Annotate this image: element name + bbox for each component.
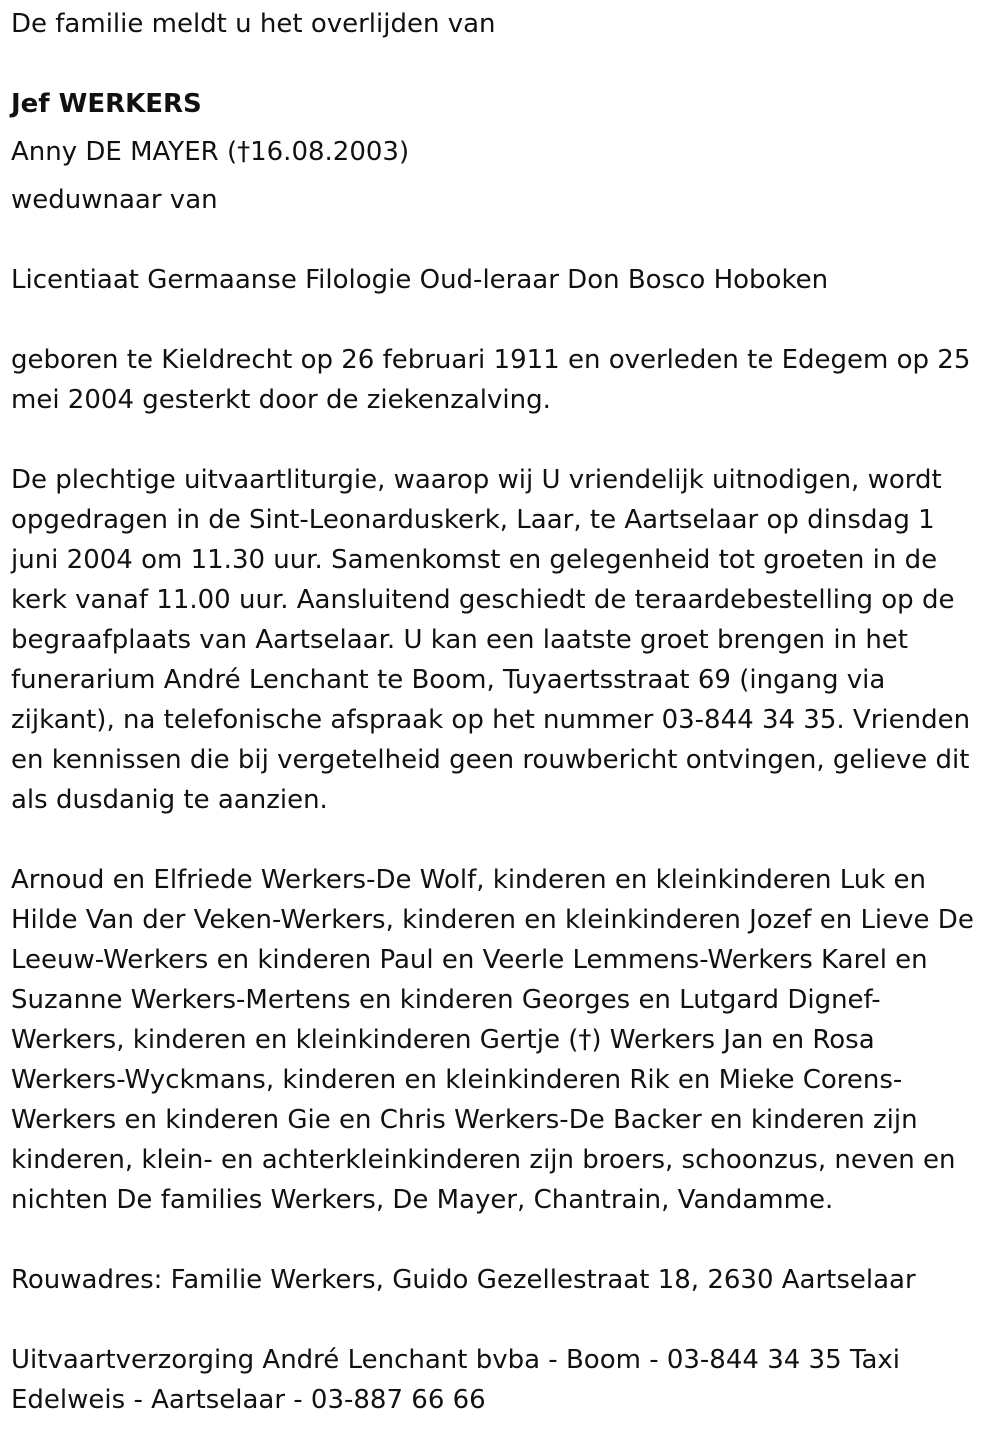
mourning-address: Rouwadres: Familie Werkers, Guido Gezellestraat 18, 2630 Aartselaar: [11, 1265, 916, 1295]
spouse-line: Anny DE MAYER (†16.08.2003): [11, 137, 410, 167]
family-paragraph: Arnoud en Elfriede Werkers-De Wolf, kinderen en kleinkinderen Luk en Hilde Van der Veken-Werkers, kinderen en kleinkinderen Jozef en Lieve De Leeuw-Werkers en kinderen Paul en Veerle Lemmens-Werkers Karel en Suzanne Werkers-Mertens en kinderen Georges en Lutgard Dignef-Werkers, kinderen en kleinkinderen Gertje (†) Werkers Jan en Rosa Werkers-Wyckmans, kinderen en kleinkinderen Rik en Mieke Corens-Werkers en kinderen Gie en Chris Werkers-De Backer en kinderen zijn kinderen, klein- en achterkleinkinderen zijn broers, schoonzus, neven en nichten De families Werkers, De Mayer, Chantrain, Vandamme.: [11, 865, 974, 1215]
funeral-paragraph: De plechtige uitvaartliturgie, waarop wij U vriendelijk uitnodigen, wordt opgedragen in de Sint-Leonarduskerk, Laar, te Aartselaar op dinsdag 1 juni 2004 om 11.30 uur. Samenkomst en gelegenheid tot groeten in de kerk vanaf 11.00 uur. Aansluitend geschiedt de teraardebestelling op de begraafplaats van Aartselaar. U kan een laatste groet brengen in het funerarium André Lenchant te Boom, Tuyaertsstraat 69 (ingang via zijkant), na telefonische afspraak op het nummer 03-844 34 35. Vrienden en kennissen die bij vergetelheid geen rouwbericht ontvingen, gelieve dit als dusdanig te aanzien.: [11, 465, 971, 815]
deceased-name: Jef WERKERS: [11, 89, 202, 119]
birth-death-paragraph: geboren te Kieldrecht op 26 februari 1911 en overleden te Edegem op 25 mei 2004 gesterkt door de ziekenzalving.: [11, 345, 971, 415]
profession-line: Licentiaat Germaanse Filologie Oud-leraar Don Bosco Hoboken: [11, 265, 829, 295]
widower-line: weduwnaar van: [11, 185, 218, 215]
death-notice: [11, 4, 988, 1420]
undertaker-info: Uitvaartverzorging André Lenchant bvba - Boom - 03-844 34 35 Taxi Edelweis - Aartselaar - 03-887 66 66: [11, 1345, 901, 1415]
notice-intro: De familie meldt u het overlijden van: [11, 9, 496, 39]
